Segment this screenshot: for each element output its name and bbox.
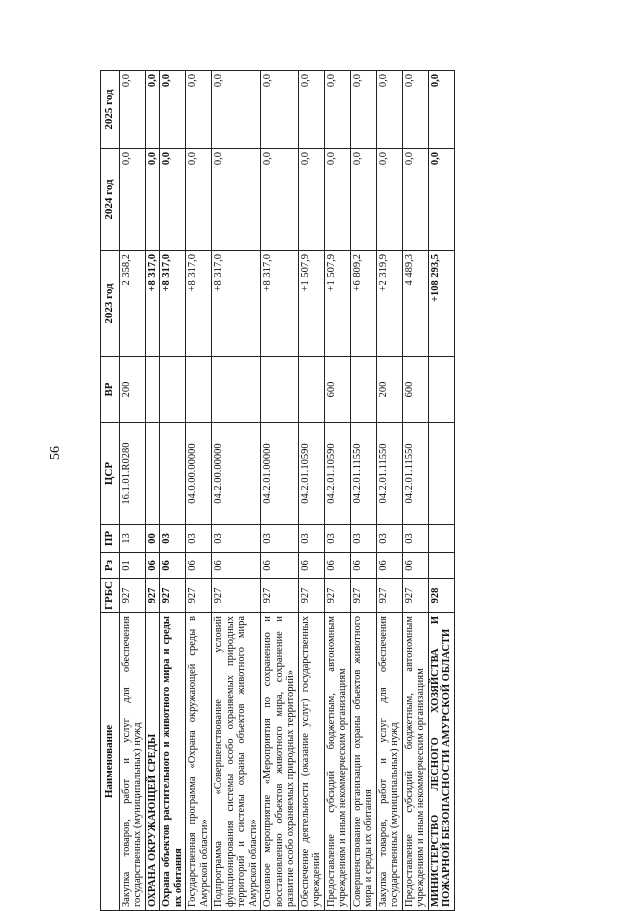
cell-2024: 0,0 <box>160 149 186 251</box>
cell-vr <box>160 357 186 423</box>
cell-pr: 03 <box>186 525 212 553</box>
cell-vr <box>261 357 299 423</box>
cell-rz: 06 <box>212 553 261 579</box>
cell-2025: 0,0 <box>428 71 454 149</box>
cell-rz: 06 <box>261 553 299 579</box>
cell-name: Подпрограмма «Совершенствование условий функционирования системы особо охраняемых природных территорий и системы охраны объектов животного мира Амурской области» <box>212 613 261 911</box>
cell-grbs: 927 <box>160 579 186 613</box>
table-row <box>261 71 299 911</box>
table-row <box>212 71 261 911</box>
cell-name: Закупка товаров, работ и услуг для обеспечения государственных (муниципальных) нужд <box>119 613 145 911</box>
cell-vr <box>298 357 324 423</box>
cell-pr: 03 <box>376 525 402 553</box>
cell-name: Предоставление субсидий бюджетным, автономным учреждениям и иным некоммерческим организациям <box>402 613 428 911</box>
cell-csr <box>160 423 186 525</box>
cell-2025: 0,0 <box>212 71 261 149</box>
cell-csr: 04.2.01.11550 <box>402 423 428 525</box>
cell-pr: 03 <box>298 525 324 553</box>
cell-grbs: 927 <box>261 579 299 613</box>
cell-rz: 06 <box>402 553 428 579</box>
cell-2024: 0,0 <box>428 149 454 251</box>
cell-2025: 0,0 <box>376 71 402 149</box>
header-2025: 2025 год <box>101 71 120 149</box>
cell-pr: 03 <box>160 525 186 553</box>
cell-vr: 200 <box>119 357 145 423</box>
cell-2025: 0,0 <box>402 71 428 149</box>
cell-csr: 04.2.01.11550 <box>376 423 402 525</box>
cell-csr: 04.0.00.00000 <box>186 423 212 525</box>
cell-rz: 06 <box>350 553 376 579</box>
cell-pr: 03 <box>212 525 261 553</box>
table-row <box>376 71 402 911</box>
cell-grbs: 927 <box>145 579 160 613</box>
cell-vr: 600 <box>402 357 428 423</box>
cell-vr: 600 <box>324 357 350 423</box>
cell-csr: 04.2.01.10590 <box>324 423 350 525</box>
cell-2025: 0,0 <box>119 71 145 149</box>
cell-grbs: 927 <box>186 579 212 613</box>
page-number: 56 <box>48 446 63 460</box>
cell-2023: 2 358,2 <box>119 251 145 357</box>
cell-rz: 06 <box>145 553 160 579</box>
header-pr: ПР <box>101 525 120 553</box>
cell-2024: 0,0 <box>350 149 376 251</box>
cell-csr: 04.2.01.00000 <box>261 423 299 525</box>
cell-csr <box>428 423 454 525</box>
cell-2024: 0,0 <box>376 149 402 251</box>
cell-rz: 01 <box>119 553 145 579</box>
cell-name: Основное мероприятие «Мероприятия по сохранению и восстановлению объектов животного мира, сохранение и развитие особо охраняемых природных территорий» <box>261 613 299 911</box>
cell-2024: 0,0 <box>119 149 145 251</box>
cell-rz: 06 <box>160 553 186 579</box>
table-row <box>119 71 145 911</box>
cell-rz: 06 <box>376 553 402 579</box>
cell-2025: 0,0 <box>350 71 376 149</box>
cell-grbs: 927 <box>402 579 428 613</box>
table-row <box>298 71 324 911</box>
cell-name: Обеспечение деятельности (оказание услуг) государственных учреждений <box>298 613 324 911</box>
table-row <box>428 71 454 911</box>
cell-csr: 04.2.00.00000 <box>212 423 261 525</box>
cell-pr: 03 <box>324 525 350 553</box>
cell-2023: +8 317,0 <box>261 251 299 357</box>
cell-pr: 03 <box>261 525 299 553</box>
cell-2023: +8 317,0 <box>212 251 261 357</box>
table-row <box>402 71 428 911</box>
cell-2023: +2 319,9 <box>376 251 402 357</box>
header-csr: ЦСР <box>101 423 120 525</box>
header-name: Наименование <box>101 613 120 911</box>
cell-name: Государственная программа «Охрана окружающей среды в Амурской области» <box>186 613 212 911</box>
table-row <box>350 71 376 911</box>
cell-2023: +1 507,9 <box>324 251 350 357</box>
cell-grbs: 927 <box>324 579 350 613</box>
table-row <box>324 71 350 911</box>
cell-vr <box>145 357 160 423</box>
cell-name: Охрана объектов растительного и животного мира и среды их обитания <box>160 613 186 911</box>
cell-2024: 0,0 <box>402 149 428 251</box>
cell-2023: 4 489,3 <box>402 251 428 357</box>
table-header-row <box>101 71 120 911</box>
cell-csr: 04.2.01.10590 <box>298 423 324 525</box>
cell-2025: 0,0 <box>261 71 299 149</box>
budget-table <box>100 70 455 911</box>
cell-vr <box>212 357 261 423</box>
cell-vr <box>186 357 212 423</box>
cell-rz <box>428 553 454 579</box>
cell-name: Закупка товаров, работ и услуг для обеспечения государственных (муниципальных) нужд <box>376 613 402 911</box>
cell-pr: 00 <box>145 525 160 553</box>
cell-name: Предоставление субсидий бюджетным, автономным учреждениям и иным некоммерческим организациям <box>324 613 350 911</box>
cell-2024: 0,0 <box>261 149 299 251</box>
cell-rz: 06 <box>298 553 324 579</box>
cell-grbs: 928 <box>428 579 454 613</box>
cell-grbs: 927 <box>350 579 376 613</box>
cell-pr <box>428 525 454 553</box>
cell-vr <box>428 357 454 423</box>
header-2024: 2024 год <box>101 149 120 251</box>
cell-2024: 0,0 <box>298 149 324 251</box>
cell-2023: +1 507,9 <box>298 251 324 357</box>
cell-2023: +6 809,2 <box>350 251 376 357</box>
cell-2025: 0,0 <box>324 71 350 149</box>
cell-2023: +108 293,5 <box>428 251 454 357</box>
cell-2023: +8 317,0 <box>160 251 186 357</box>
cell-name: ОХРАНА ОКРУЖАЮЩЕЙ СРЕДЫ <box>145 613 160 911</box>
cell-2025: 0,0 <box>298 71 324 149</box>
cell-2023: +8 317,0 <box>145 251 160 357</box>
cell-vr: 200 <box>376 357 402 423</box>
cell-2025: 0,0 <box>186 71 212 149</box>
cell-2025: 0,0 <box>145 71 160 149</box>
cell-2024: 0,0 <box>186 149 212 251</box>
cell-name: МИНИСТЕРСТВО ЛЕСНОГО ХОЗЯЙСТВА И ПОЖАРНОЙ БЕЗОПАСНОСТИ АМУРСКОЙ ОБЛАСТИ <box>428 613 454 911</box>
cell-csr: 16.1.01.R0280 <box>119 423 145 525</box>
cell-2024: 0,0 <box>212 149 261 251</box>
cell-grbs: 927 <box>376 579 402 613</box>
cell-grbs: 927 <box>119 579 145 613</box>
budget-table-wrapper <box>100 71 590 911</box>
cell-rz: 06 <box>324 553 350 579</box>
table-row <box>145 71 160 911</box>
cell-csr: 04.2.01.11550 <box>350 423 376 525</box>
cell-2024: 0,0 <box>145 149 160 251</box>
table-row <box>160 71 186 911</box>
cell-grbs: 927 <box>298 579 324 613</box>
cell-pr: 13 <box>119 525 145 553</box>
cell-2024: 0,0 <box>324 149 350 251</box>
header-vr: ВР <box>101 357 120 423</box>
cell-grbs: 927 <box>212 579 261 613</box>
cell-pr: 03 <box>402 525 428 553</box>
cell-vr <box>350 357 376 423</box>
cell-2025: 0,0 <box>160 71 186 149</box>
cell-name: Совершенствование организации охраны объектов животного мира и среды их обитания <box>350 613 376 911</box>
cell-2023: +8 317,0 <box>186 251 212 357</box>
budget-table-rotated <box>100 71 590 911</box>
cell-rz: 06 <box>186 553 212 579</box>
table-row <box>186 71 212 911</box>
cell-csr <box>145 423 160 525</box>
header-2023: 2023 год <box>101 251 120 357</box>
table-body <box>119 71 454 911</box>
cell-pr: 03 <box>350 525 376 553</box>
header-rz: Рз <box>101 553 120 579</box>
header-grbs: ГРБС <box>101 579 120 613</box>
